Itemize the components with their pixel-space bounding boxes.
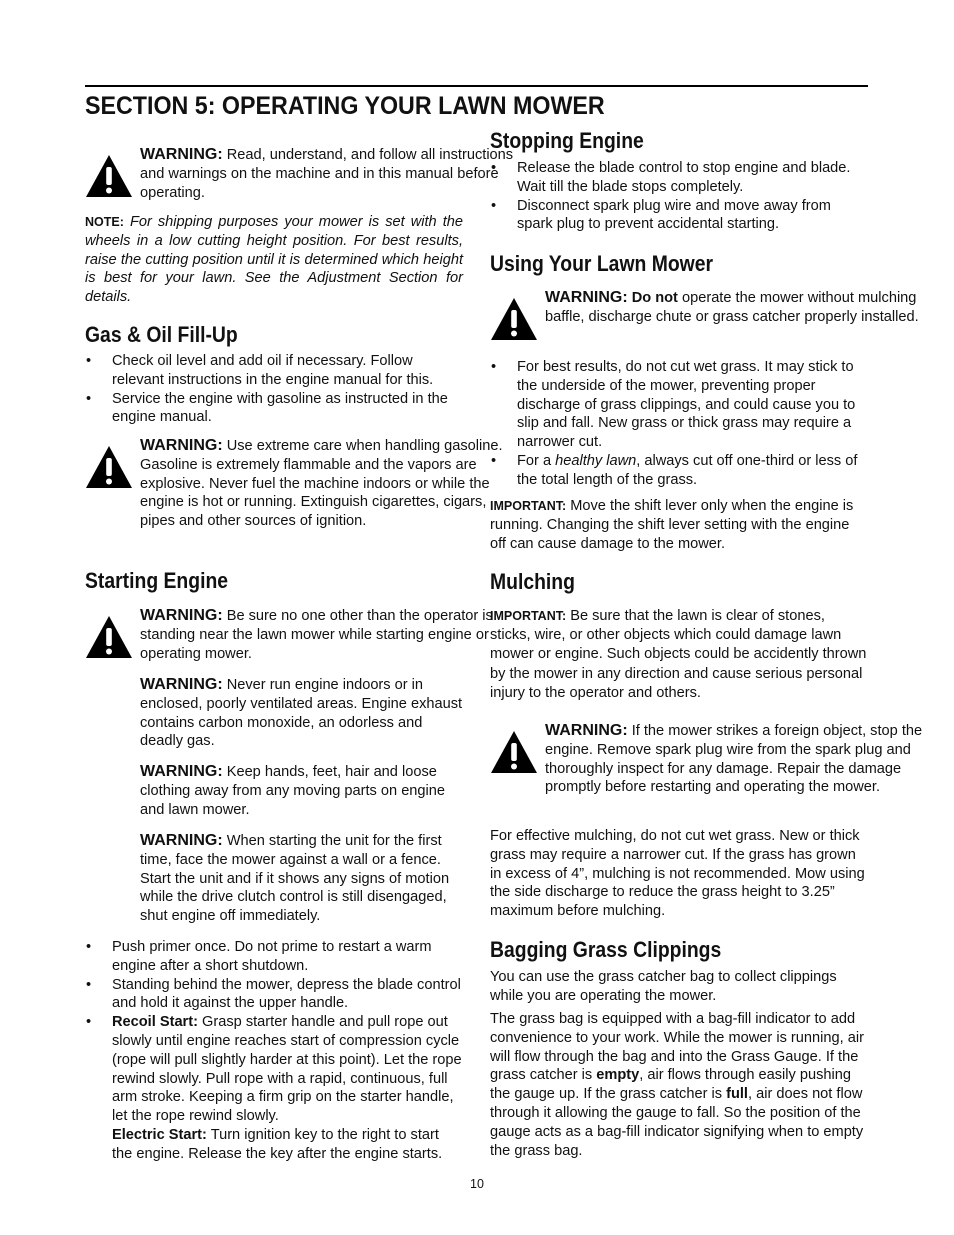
- start-warning-2: WARNING: Never run engine indoors or in enclosed, poorly ventilated areas. Engine exhaust contains carbon monoxide, an odorless and deadly gas.: [140, 676, 463, 750]
- warning-triangle-icon: [85, 154, 133, 198]
- starting-steps-list: [85, 938, 463, 1164]
- using-list: [490, 358, 868, 490]
- start-warning-1: [85, 607, 520, 663]
- list-item: • For a healthy lawn, always cut off one-third or less of the total length of the grass.: [490, 452, 868, 490]
- bagging-paragraph-1: You can use the grass catcher bag to collect clippings while you are operating the mower.: [490, 969, 837, 1004]
- mulching-paragraph: For effective mulching, do not cut wet grass. New or thick grass may require a narrower cut. If the grass has grown in excess of 4”, mulching is not recommended. Mow using the side discharge to reduce the grass height to 3.25” maximum before mulching.: [490, 828, 865, 920]
- gas-warning-text: WARNING: Use extreme care when handling gasoline. Gasoline is extremely flammable and the vapors are explosive. Never fuel the machine indoors or while the engine is hot or running. Extinguish cigarettes, cigars, pipes and other sources of ignition.: [140, 437, 503, 530]
- list-item: • Release the blade control to stop engine and blade. Wait till the blade stops completely.: [490, 159, 868, 197]
- list-item: • For best results, do not cut wet grass. It may stick to the underside of the mower, preventing proper discharge of grass clippings, and could cause you to slip and fall. New grass or thick grass may require a narrower cut.: [490, 358, 868, 452]
- start-warning-3: WARNING: Keep hands, feet, hair and loose clothing away from any moving parts on engine and lawn mower.: [140, 763, 446, 818]
- bagging-paragraph-2: The grass bag is equipped with a bag-fill indicator to add convenience to your work. While the mower is running, air will flow through the bag and into the Grass Gauge. If the grass catcher is empty, air flows through easily pushing the gauge up. If the grass catcher is full, air does not flow through it allowing the gauge to fall. So the position of the gauge acts as a bag-fill indicator signifying when to empty the grass bag.: [490, 1011, 864, 1159]
- important-lawn-clear: IMPORTANT: Be sure that the lawn is clear of stones, sticks, wire, or other objects which could damage lawn mower or engine. Such objects could be accidently thrown by the mower in any direction and cause serious personal injury to the operator and others.: [490, 608, 867, 701]
- warning-triangle-icon: [85, 445, 133, 489]
- warning-triangle-icon: [85, 615, 133, 659]
- mulch-warning-text: WARNING: If the mower strikes a foreign object, stop the engine. Remove spark plug wire from the spark plug and thoroughly inspect for any damage. Repair the damage promptly before restarting and operating the mower.: [545, 722, 923, 796]
- starting-engine-heading: Starting Engine: [85, 568, 229, 593]
- start-warning-4: WARNING: When starting the unit for the first time, face the mower against a wall or a fence. Start the unit and if it shows any signs of motion while the drive clutch control is still disengaged, shut engine off immediately.: [140, 832, 450, 925]
- using-warning: [490, 289, 923, 327]
- stopping-engine-heading: Stopping Engine: [490, 128, 644, 153]
- note-paragraph: NOTE: For shipping purposes your mower is set with the wheels in a low cutting height position. For best results, raise the cutting position until it is determined which height is best for your lawn. See the Adjustment Section for details.: [85, 214, 463, 306]
- bagging-heading: Bagging Grass Clippings: [490, 937, 722, 962]
- important-shift-lever: IMPORTANT: Move the shift lever only when the engine is running. Changing the shift lever setting with the engine off can cause damage to the mower.: [490, 498, 854, 552]
- using-mower-heading: Using Your Lawn Mower: [490, 251, 714, 276]
- warning-triangle-icon: [490, 730, 538, 774]
- warning-triangle-icon: [490, 297, 538, 341]
- gas-oil-list: [85, 352, 455, 427]
- list-item: • Standing behind the mower, depress the blade control and hold it against the upper handle.: [85, 976, 463, 1014]
- list-item: • Disconnect spark plug wire and move away from spark plug to prevent accidental starting.: [490, 197, 868, 235]
- gas-warning: [85, 437, 520, 531]
- using-warning-text: WARNING: Do not operate the mower without mulching baffle, discharge chute or grass catcher properly installed.: [545, 289, 919, 325]
- intro-warning: [85, 146, 520, 202]
- mulching-heading: Mulching: [490, 569, 575, 594]
- gas-oil-heading: Gas & Oil Fill-Up: [85, 322, 238, 347]
- section-title: SECTION 5: OPERATING YOUR LAWN MOWER: [85, 92, 605, 120]
- list-item: • Recoil Start: Grasp starter handle and pull rope out slowly until engine reaches start of compression cycle (rope will pull slightly harder at this point). Let the rope rewind slowly. Pull rope with a rapid, continuous, full arm stroke. Keeping a firm grip on the starter handle, let the rope rewind slowly. Electric Start: Turn ignition key to the right to start the engine. Release the key after the engine starts.: [85, 1013, 463, 1163]
- list-item: • Service the engine with gasoline as instructed in the engine manual.: [85, 390, 455, 428]
- list-item: • Push primer once. Do not prime to restart a warm engine after a short shutdown.: [85, 938, 463, 976]
- list-item: • Check oil level and add oil if necessary. Follow relevant instructions in the engine manual for this.: [85, 352, 455, 390]
- mulch-warning: [490, 722, 923, 797]
- stopping-list: [490, 159, 868, 234]
- intro-warning-text: WARNING: Read, understand, and follow all instructions and warnings on the machine and in this manual before operating.: [140, 146, 514, 201]
- page-number: 10: [470, 1177, 484, 1191]
- top-rule: [85, 85, 868, 87]
- start-warning-1-text: WARNING: Be sure no one other than the operator is standing near the lawn mower while starting engine or operating mower.: [140, 607, 493, 662]
